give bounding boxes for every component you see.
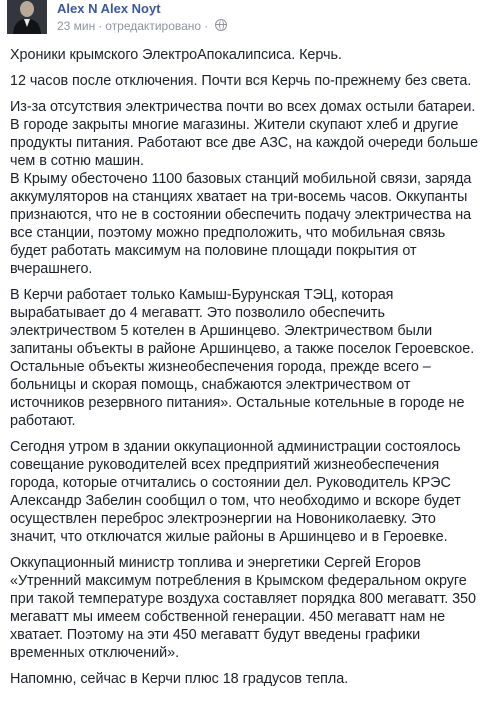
paragraph: 12 часов после отключения. Почти вся Керчь по-прежнему без света. [10,73,472,89]
paragraph: Сегодня утром в здании оккупационной администрации состоялось совещание руководителей всех предприятий жизнеобеспечения города, которые отчитались о состоянии дел. Руководитель КРЭС Александр Забелин сообщил о том, что необходимо и вскоре будет осуществлен переброс электроэнергии на Новониколаевку. Это значит, что отключатся жилые районы в Аршинцево и в Героевке. [10,439,461,545]
post-header [0,0,491,36]
paragraph: Напомню, сейчас в Керчи плюс 18 градусов тепла. [10,671,349,687]
paragraph-title: Хроники крымского ЭлектроАпокалипсиса. Керчь. [10,47,342,63]
globe-icon[interactable] [215,19,227,31]
avatar[interactable] [7,0,47,34]
edited-label[interactable]: отредактировано [105,18,202,33]
meta-separator: · [98,18,103,33]
post-meta [57,18,227,33]
paragraph: В Керчи работает только Камыш-Бурунская ТЭЦ, которая вырабатывает до 4 мегаватт. Это позволило обеспечить электричеством 5 котелен в Аршинцево. Электричеством были запитаны объекты в районе Аршинцево, а также поселок Героевское. Остальные объекты жизнеобеспечения города, прежде всего – больницы и скорая помощь, снабжаются электричеством от источников резервного питания». Остальные котельные в городе не работают. [10,287,475,429]
post-text [10,46,485,696]
paragraph: Из-за отсутствия электричества почти во всех домах остыли батареи. В городе закрыты многие магазины. Жители скупают хлеб и другие продукты питания. Работают все две АЗС, на каждой очереди больше чем в сотню машин. В Крыму обесточено 1100 базовых станций мобильной связи, заряда аккумуляторов на станциях хватает на три-восемь часов. Оккупанты признаются, что не в состоянии обеспечить подачу электричества на все станции, поэтому можно предположить, что мобильная связь будет работать максимум на половине площади покрытия от вчерашнего. [10,99,479,277]
meta-separator-2: · [204,18,209,33]
post-timestamp[interactable]: 23 мин [57,18,96,33]
author-name-link[interactable]: Alex N Alex Noyt [57,1,161,16]
paragraph: Оккупационный министр топлива и энергетики Сергей Егоров «Утренний максимум потребления в Крымском федеральном округе при такой температуре воздуха составляет порядка 800 мегаватт. 350 мегаватт мы имеем собственной генерации. 450 мегаватт нам не хватает. Поэтому на эти 450 мегаватт будут введены графики временных отключений». [10,555,476,661]
profile-photo-icon [7,0,47,34]
